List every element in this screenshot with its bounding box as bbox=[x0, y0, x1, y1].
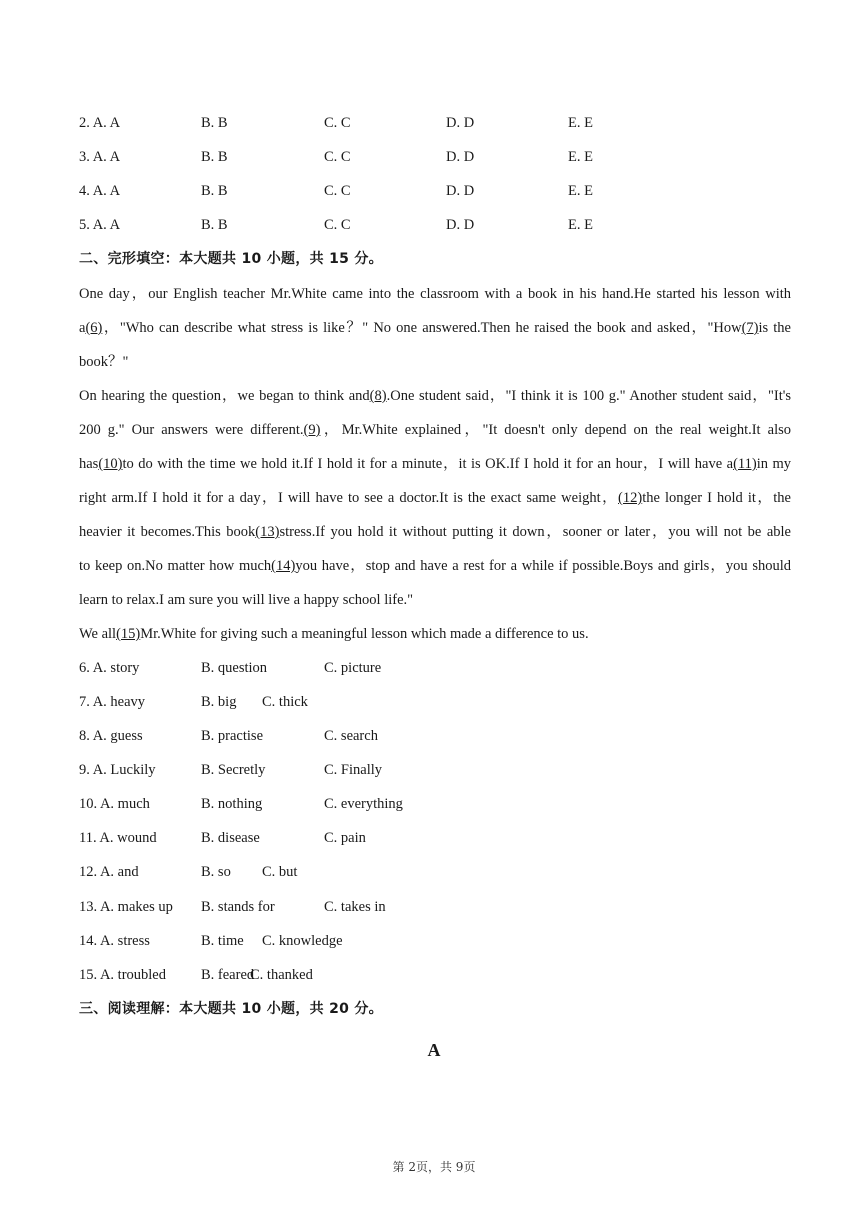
option-a: 7. A. heavy bbox=[79, 694, 146, 710]
blank-15: (15) bbox=[116, 626, 141, 642]
section-3-heading: 三、阅读理解：本大题共 10 小题，共 20 分。 bbox=[79, 1001, 383, 1017]
passage-text: Mr.White for giving such a meaningful lesson which made a difference to us. bbox=[140, 626, 589, 642]
passage-text: a bbox=[79, 320, 86, 336]
option-a: 14. A. stress bbox=[79, 933, 150, 949]
option-c: C. pain bbox=[324, 830, 366, 846]
option-c: C. thanked bbox=[250, 967, 313, 983]
blank-12: (12) bbox=[618, 490, 643, 506]
option-a: 9. A. Luckily bbox=[79, 762, 156, 778]
option-a: 8. A. guess bbox=[79, 728, 143, 744]
blank-7: (7) bbox=[741, 320, 759, 336]
passage-line-1: One day，our English teacher Mr.White came into the classroom with a book in his hand.He started his lesson with bbox=[79, 286, 791, 302]
option-a: 4. A. A bbox=[79, 183, 121, 199]
option-c: C. Finally bbox=[324, 762, 383, 778]
option-b: B. question bbox=[201, 660, 268, 676]
option-a: 3. A. A bbox=[79, 149, 121, 165]
passage-line-5 bbox=[79, 420, 791, 440]
passage-line-10: learn to relax.I am sure you will live a happy school life." bbox=[79, 592, 414, 608]
blank-9: (9) bbox=[303, 422, 321, 438]
passage-text: .One student said，"I think it is 100 g." Another student said，"It's bbox=[386, 388, 791, 404]
passage-line-4 bbox=[79, 386, 791, 406]
passage-text: We all bbox=[79, 626, 117, 642]
blank-11: (11) bbox=[733, 456, 757, 472]
option-a: 15. A. troubled bbox=[79, 967, 166, 983]
passage-line-7 bbox=[79, 488, 791, 508]
option-c: C. but bbox=[262, 864, 298, 880]
option-b: B. B bbox=[201, 149, 228, 165]
option-b: B. nothing bbox=[201, 796, 263, 812]
passage-line-9 bbox=[79, 556, 791, 576]
option-c: C. knowledge bbox=[262, 933, 343, 949]
option-d: D. D bbox=[446, 149, 475, 165]
option-c: C. C bbox=[324, 115, 351, 131]
option-e: E. E bbox=[568, 217, 593, 233]
section-2-heading: 二、完形填空：本大题共 10 小题，共 15 分。 bbox=[79, 251, 383, 267]
option-c: C. takes in bbox=[324, 899, 386, 915]
option-a: 12. A. and bbox=[79, 864, 139, 880]
page-footer: 第 2页，共 9页 bbox=[392, 1160, 476, 1174]
option-c: C. C bbox=[324, 217, 351, 233]
option-b: B. practise bbox=[201, 728, 264, 744]
option-b: B. feared bbox=[201, 967, 255, 983]
option-b: B. time bbox=[201, 933, 244, 949]
option-b: B. Secretly bbox=[201, 762, 266, 778]
passage-line-11 bbox=[79, 624, 791, 644]
blank-10: (10) bbox=[98, 456, 123, 472]
option-b: B. big bbox=[201, 694, 237, 710]
option-a: 6. A. story bbox=[79, 660, 140, 676]
option-e: E. E bbox=[568, 115, 593, 131]
option-a: 5. A. A bbox=[79, 217, 121, 233]
option-b: B. stands for bbox=[201, 899, 275, 915]
option-b: B. disease bbox=[201, 830, 260, 846]
reading-section-label: A bbox=[427, 1040, 441, 1060]
passage-text: 200 g." Our answers were different. bbox=[79, 422, 304, 438]
option-a: 13. A. makes up bbox=[79, 899, 173, 915]
option-b: B. B bbox=[201, 183, 228, 199]
blank-14: (14) bbox=[271, 558, 296, 574]
passage-line-3: book？" bbox=[79, 354, 129, 370]
blank-6: (6) bbox=[85, 320, 103, 336]
passage-line-8 bbox=[79, 522, 791, 542]
option-b: B. B bbox=[201, 217, 228, 233]
option-e: E. E bbox=[568, 149, 593, 165]
passage-text: you have，stop and have a rest for a while if possible.Boys and girls，you should bbox=[295, 558, 791, 574]
passage-text: the longer I hold it，the bbox=[642, 490, 791, 506]
passage-text: On hearing the question，we began to think and bbox=[79, 388, 370, 404]
blank-13: (13) bbox=[255, 524, 280, 540]
option-d: D. D bbox=[446, 115, 475, 131]
option-c: C. everything bbox=[324, 796, 403, 812]
option-d: D. D bbox=[446, 183, 475, 199]
option-c: C. C bbox=[324, 183, 351, 199]
passage-text: right arm.If I hold it for a day，I will have to see a doctor.It is the exact same weight， bbox=[79, 490, 619, 506]
option-a: 11. A. wound bbox=[79, 830, 157, 846]
passage-text: to do with the time we hold it.If I hold it for a minute，it is OK.If I hold it for an hour，I will have a bbox=[122, 456, 734, 472]
passage-text: stress.If you hold it without putting it down，sooner or later，you will not be able bbox=[279, 524, 791, 540]
passage-line-2 bbox=[79, 318, 791, 338]
option-c: C. picture bbox=[324, 660, 382, 676]
option-b: B. B bbox=[201, 115, 228, 131]
passage-text: has bbox=[79, 456, 99, 472]
option-c: C. C bbox=[324, 149, 351, 165]
passage-text: in my bbox=[756, 456, 791, 472]
passage-text: heavier it becomes.This book bbox=[79, 524, 256, 540]
option-c: C. search bbox=[324, 728, 378, 744]
option-a: 2. A. A bbox=[79, 115, 121, 131]
option-e: E. E bbox=[568, 183, 593, 199]
option-d: D. D bbox=[446, 217, 475, 233]
passage-line-6 bbox=[79, 454, 791, 474]
blank-8: (8) bbox=[369, 388, 387, 404]
passage-text: to keep on.No matter how much bbox=[79, 558, 272, 574]
passage-text: is the bbox=[758, 320, 791, 336]
passage-text: ，"Who can describe what stress is like？" No one answered.Then he raised the book and asked，"How bbox=[102, 320, 742, 336]
option-a: 10. A. much bbox=[79, 796, 150, 812]
option-c: C. thick bbox=[262, 694, 308, 710]
option-b: B. so bbox=[201, 864, 231, 880]
passage-text: ，Mr.White explained，"It doesn't only depend on the real weight.It also bbox=[320, 422, 791, 438]
